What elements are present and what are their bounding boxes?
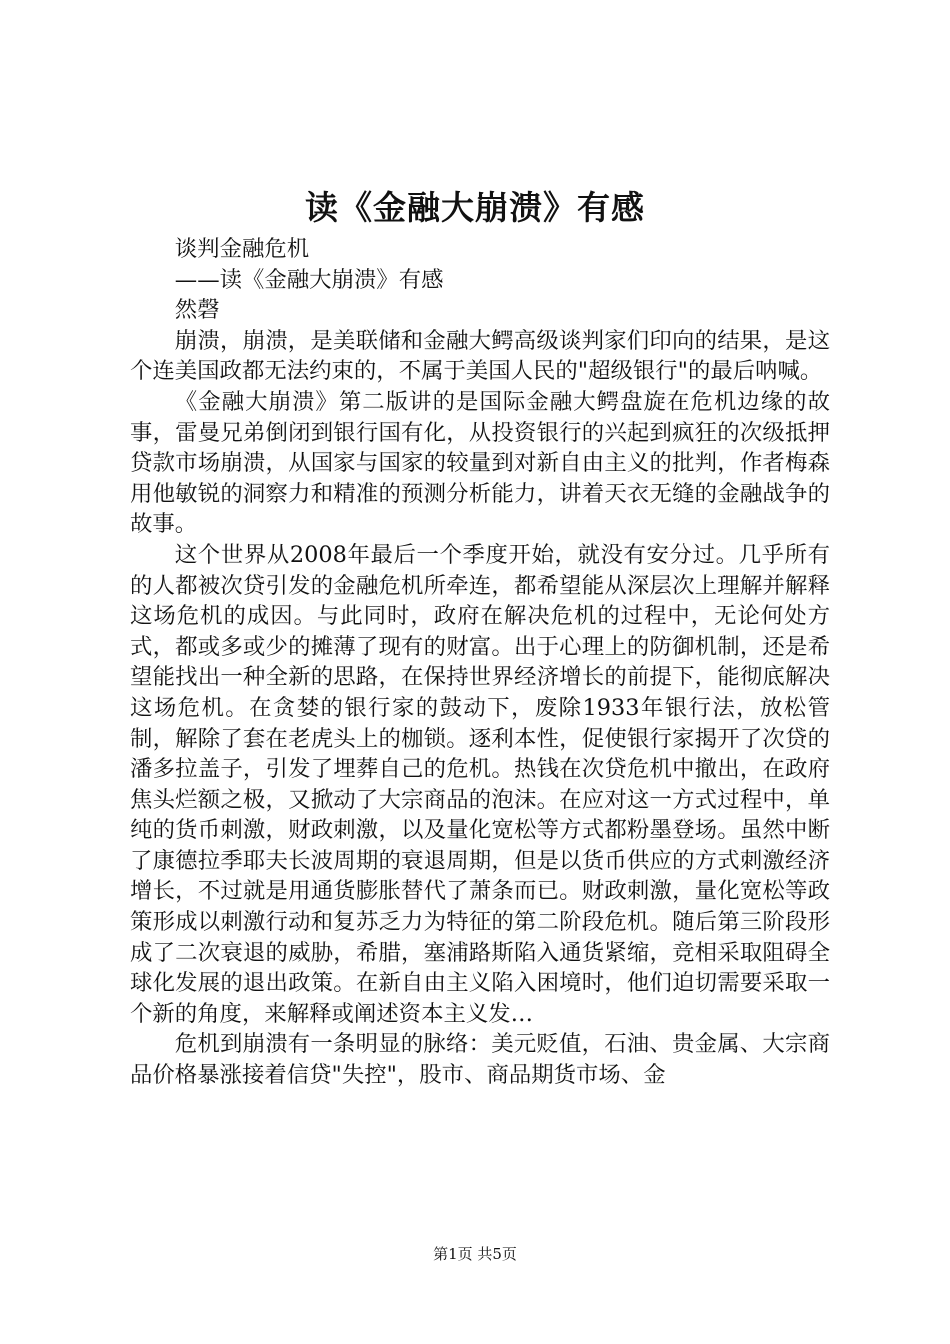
page-number-footer: 第1页 共5页 bbox=[433, 1245, 517, 1263]
paragraph: 崩溃，崩溃，是美联储和金融大鳄高级谈判家们印向的结果，是这个连美国政都无法约束的，不属于美国人民的"超级银行"的最后呐喊。 bbox=[130, 327, 830, 385]
author-line: 然磬 bbox=[174, 297, 220, 324]
subtitle-line: ——读《金融大崩溃》有感 bbox=[174, 266, 444, 293]
subtitle-line: 谈判金融危机 bbox=[174, 236, 310, 262]
paragraph: 《金融大崩溃》第二版讲的是国际金融大鳄盘旋在危机边缘的故事，雷曼兄弟倒闭到银行国有化，从投资银行的兴起到疯狂的次级抵押贷款市场崩溃，从国家与国家的较量到对新自由主义的批判，作者梅森用他敏锐的洞察力和精准的预测分析能力，讲着天衣无缝的金融战争的故事。 bbox=[130, 388, 830, 538]
paragraph: 这个世界从2008年最后一个季度开始，就没有安分过。几乎所有的人都被次贷引发的金融危机所牵连，都希望能从深层次上理解并解释这场危机的成因。与此同时，政府在解决危机的过程中，无论何处方式，都或多或少的摊薄了现有的财富。出于心理上的防御机制，还是希望能找出一种全新的思路，在保持世界经济增长的前提下，能彻底解决这场危机。在贪婪的银行家的鼓动下，废除1933年银行法，放松管制，解除了套在老虎头上的枷锁。逐利本性，促使银行家揭开了次贷的潘多拉盖子，引发了埋葬自己的危机。热钱在次贷危机中撤出，在政府焦头烂额之极，又掀动了大宗商品的泡沫。在应对这一方式过程中，单纯的货币刺激，财政刺激，以及量化宽松等方式都粉墨登场。虽然中断了康德拉季耶夫长波周期的衰退周期，但是以货币供应的方式刺激经济增长，不过就是用通货膨胀替代了萧条而已。财政刺激，量化宽松等政策形成以刺激行动和复苏乏力为特征的第二阶段危机。随后第三阶段形成了二次衰退的威胁，希腊，塞浦路斯陷入通货紧缩，竞相采取阻碍全球化发展的退出政策。在新自由主义陷入困境时，他们迫切需要采取一个新的角度，来解释或阐述资本主义发… bbox=[130, 541, 830, 1027]
document-body bbox=[130, 234, 830, 1091]
document-title: 读《金融大崩溃》有感 bbox=[305, 188, 645, 227]
paragraph: 危机到崩溃有一条明显的脉络：美元贬值，石油、贵金属、大宗商品价格暴涨接着信贷"失控"，股市、商品期货市场、金 bbox=[130, 1031, 830, 1089]
